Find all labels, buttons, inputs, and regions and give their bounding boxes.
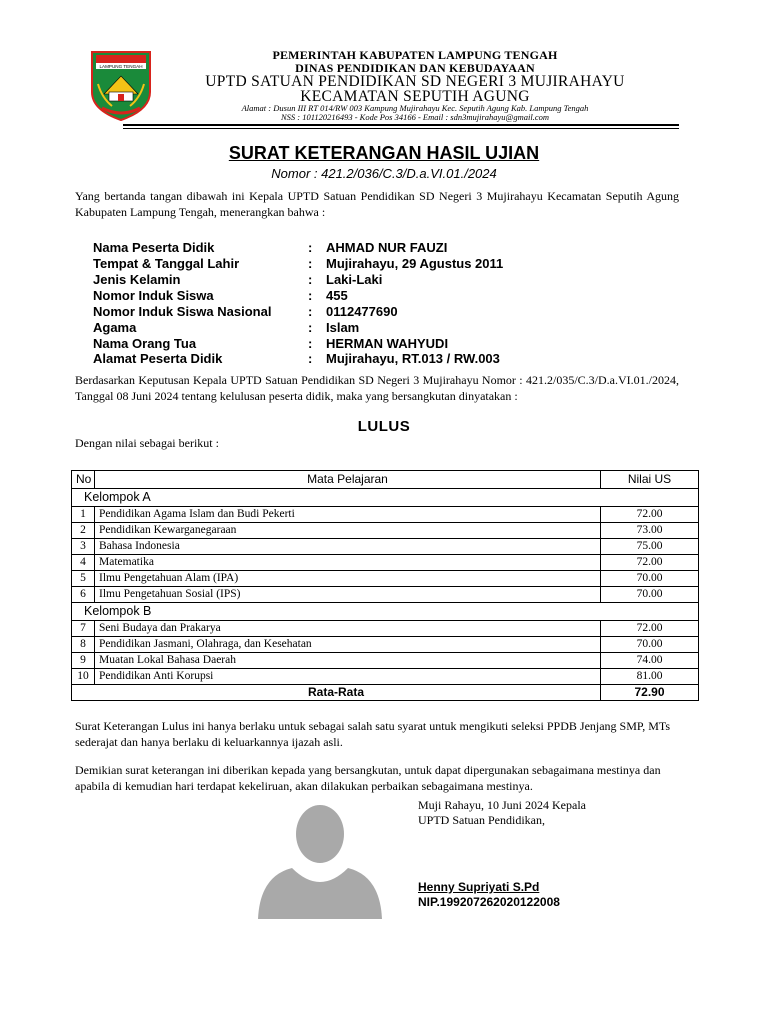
identity-colon: : bbox=[308, 351, 313, 366]
average-label: Rata-Rata bbox=[72, 685, 601, 701]
student-photo bbox=[250, 804, 390, 919]
table-row bbox=[72, 507, 699, 523]
identity-value: HERMAN WAHYUDI bbox=[326, 336, 449, 351]
identity-colon: : bbox=[308, 336, 313, 351]
row-score: 70.00 bbox=[601, 587, 699, 603]
header-subject: Mata Pelajaran bbox=[95, 471, 601, 489]
table-row bbox=[72, 587, 699, 603]
table-header-row bbox=[72, 471, 699, 489]
row-subject: Muatan Lokal Bahasa Daerah bbox=[95, 653, 601, 669]
identity-value: Mujirahayu, RT.013 / RW.003 bbox=[326, 351, 500, 366]
row-subject: Ilmu Pengetahuan Alam (IPA) bbox=[95, 571, 601, 587]
identity-label: Nomor Induk Siswa bbox=[93, 288, 214, 303]
row-score: 70.00 bbox=[601, 637, 699, 653]
identity-label: Agama bbox=[93, 320, 137, 335]
group-label: Kelompok B bbox=[72, 603, 699, 621]
identity-value: Mujirahayu, 29 Agustus 2011 bbox=[326, 256, 504, 271]
validity-note: Surat Keterangan Lulus ini hanya berlaku untuk sebagai salah satu syarat untuk mengikuti seleksi PPDB Jenjang SMP, MTs sederajat dan hanya berlaku di keluarkannya ijazah asli. bbox=[75, 719, 671, 749]
row-no: 10 bbox=[72, 669, 95, 685]
identity-colon: : bbox=[308, 256, 313, 271]
letterhead-school: UPTD SATUAN PENDIDIKAN SD NEGERI 3 MUJIRAHAYU bbox=[205, 73, 625, 90]
decision-paragraph: Berdasarkan Keputusan Kepala UPTD Satuan Pendidikan SD Negeri 3 Mujirahayu Nomor : 421.2/035/C.3/D.a.VI.01./2024, Tanggal 08 Juni 2024 tentang kelulusan peserta didik, maka yang bersangkutan dinyatakan : bbox=[75, 373, 679, 403]
average-row bbox=[72, 685, 699, 701]
identity-label: Nama Orang Tua bbox=[93, 336, 197, 351]
row-no: 2 bbox=[72, 523, 95, 539]
table-row bbox=[72, 539, 699, 555]
row-score: 72.00 bbox=[601, 507, 699, 523]
header-no: No bbox=[72, 471, 95, 489]
table-row bbox=[72, 555, 699, 571]
letterhead-address: Alamat : Dusun III RT 014/RW 003 Kampung Mujirahayu Kec. Seputih Agung Kab. Lampung Tengah bbox=[241, 103, 589, 113]
logo-label: LAMPUNG TENGAH bbox=[99, 64, 143, 69]
table-row bbox=[72, 571, 699, 587]
letterhead-department: DINAS PENDIDIKAN DAN KEBUDAYAAN bbox=[295, 61, 535, 75]
row-no: 4 bbox=[72, 555, 95, 571]
row-subject: Pendidikan Agama Islam dan Budi Pekerti bbox=[95, 507, 601, 523]
row-subject: Pendidikan Anti Korupsi bbox=[95, 669, 601, 685]
intro-paragraph: Yang bertanda tangan dibawah ini Kepala UPTD Satuan Pendidikan SD Negeri 3 Mujirahayu Kecamatan Seputih Agung Kabupaten Lampung Tengah, menerangkan bahwa : bbox=[75, 189, 679, 219]
lampung-tengah-emblem-icon bbox=[88, 48, 154, 122]
table-row bbox=[72, 523, 699, 539]
letterhead-rule-thin bbox=[123, 128, 679, 129]
row-subject: Bahasa Indonesia bbox=[95, 539, 601, 555]
person-silhouette-icon bbox=[250, 804, 390, 919]
document-title: SURAT KETERANGAN HASIL UJIAN bbox=[228, 143, 540, 163]
identity-label: Nama Peserta Didik bbox=[93, 240, 215, 255]
signature-place-date: Muji Rahayu, 10 Juni 2024 Kepala bbox=[418, 798, 586, 812]
row-score: 72.00 bbox=[601, 621, 699, 637]
row-subject: Pendidikan Kewarganegaraan bbox=[95, 523, 601, 539]
signature-position: UPTD Satuan Pendidikan, bbox=[418, 813, 545, 827]
average-value: 72.90 bbox=[601, 685, 699, 701]
row-subject: Seni Budaya dan Prakarya bbox=[95, 621, 601, 637]
table-row bbox=[72, 621, 699, 637]
grades-table bbox=[71, 470, 699, 701]
row-subject: Pendidikan Jasmani, Olahraga, dan Kesehatan bbox=[95, 637, 601, 653]
letterhead-government: PEMERINTAH KABUPATEN LAMPUNG TENGAH bbox=[272, 48, 558, 62]
row-score: 73.00 bbox=[601, 523, 699, 539]
identity-value: Laki-Laki bbox=[326, 272, 383, 287]
row-score: 74.00 bbox=[601, 653, 699, 669]
identity-colon: : bbox=[308, 272, 313, 287]
row-no: 6 bbox=[72, 587, 95, 603]
identity-value: 455 bbox=[326, 288, 348, 303]
identity-value: 0112477690 bbox=[326, 304, 398, 319]
row-subject: Ilmu Pengetahuan Sosial (IPS) bbox=[95, 587, 601, 603]
table-row bbox=[72, 669, 699, 685]
identity-label: Tempat & Tanggal Lahir bbox=[93, 256, 240, 271]
row-no: 1 bbox=[72, 507, 95, 523]
row-score: 81.00 bbox=[601, 669, 699, 685]
row-subject: Matematika bbox=[95, 555, 601, 571]
letterhead-rule-thick bbox=[123, 124, 679, 126]
identity-colon: : bbox=[308, 320, 313, 335]
table-row bbox=[72, 637, 699, 653]
group-row bbox=[72, 489, 699, 507]
document-number: Nomor : 421.2/036/C.3/D.a.VI.01./2024 bbox=[271, 166, 497, 181]
row-score: 75.00 bbox=[601, 539, 699, 555]
row-no: 9 bbox=[72, 653, 95, 669]
row-no: 3 bbox=[72, 539, 95, 555]
group-row bbox=[72, 603, 699, 621]
row-score: 72.00 bbox=[601, 555, 699, 571]
header-score: Nilai US bbox=[601, 471, 699, 489]
identity-colon: : bbox=[308, 240, 313, 255]
signature-block bbox=[418, 798, 586, 828]
row-no: 7 bbox=[72, 621, 95, 637]
row-no: 8 bbox=[72, 637, 95, 653]
identity-label: Alamat Peserta Didik bbox=[93, 351, 223, 366]
identity-value: AHMAD NUR FAUZI bbox=[326, 240, 448, 255]
identity-value: Islam bbox=[326, 320, 360, 335]
result-status: LULUS bbox=[357, 418, 411, 435]
identity-colon: : bbox=[308, 288, 313, 303]
letterhead-district: KECAMATAN SEPUTIH AGUNG bbox=[300, 88, 530, 105]
group-label: Kelompok A bbox=[72, 489, 699, 507]
letterhead-contact: NSS : 101120216493 - Kode Pos 34166 - Email : sdn3mujirahayu@gmail.com bbox=[280, 112, 550, 122]
grades-intro: Dengan nilai sebagai berikut : bbox=[75, 436, 219, 450]
row-no: 5 bbox=[72, 571, 95, 587]
identity-colon: : bbox=[308, 304, 313, 319]
row-score: 70.00 bbox=[601, 571, 699, 587]
identity-label: Nomor Induk Siswa Nasional bbox=[93, 304, 272, 319]
regency-logo bbox=[88, 48, 154, 122]
closing-statement: Demikian surat keterangan ini diberikan kepada yang bersangkutan, untuk dapat dipergunakan sebagaimana mestinya dan apabila di kemudian hari terdapat kekeliruan, akan dilakukan perbaikan sebagaimana mestinya. bbox=[75, 763, 661, 793]
table-row bbox=[72, 653, 699, 669]
signatory-nip: NIP.199207262020122008 bbox=[418, 895, 560, 909]
identity-label: Jenis Kelamin bbox=[93, 272, 181, 287]
signatory-name: Henny Supriyati S.Pd bbox=[418, 880, 540, 894]
